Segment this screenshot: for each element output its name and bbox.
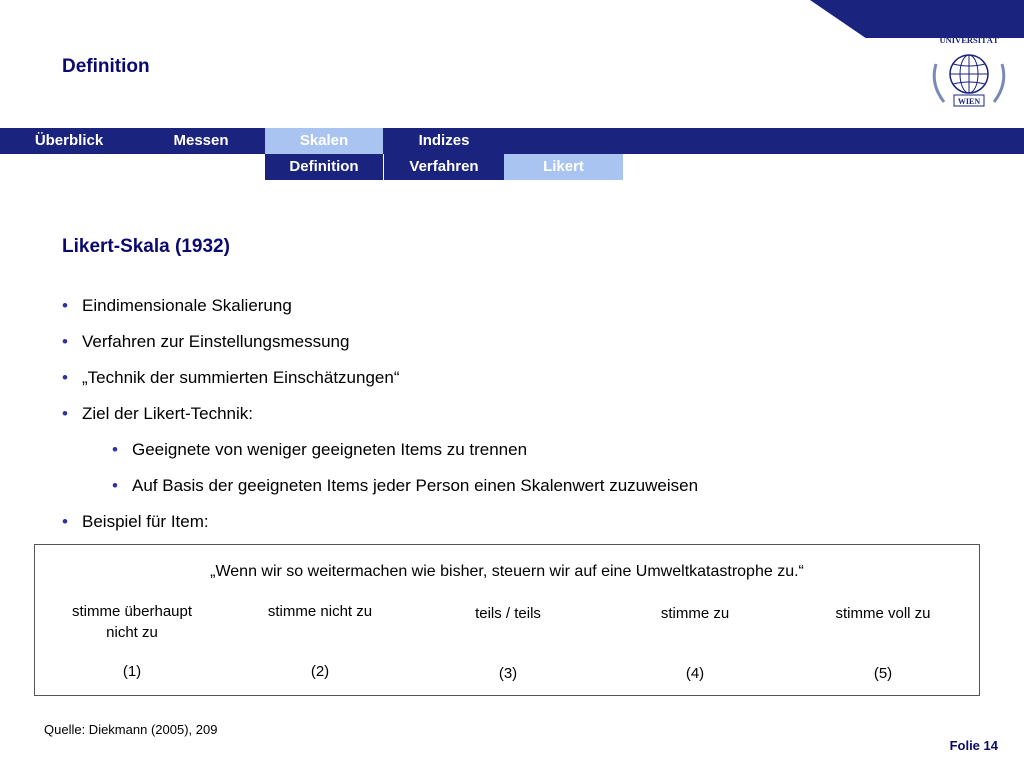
list-item-text: Auf Basis der geeigneten Items jeder Person einen Skalenwert zuzuweisen xyxy=(132,476,699,495)
example-quote: „Wenn wir so weitermachen wie bisher, steuern wir auf eine Umweltkatastrophe zu.“ xyxy=(210,563,804,580)
university-seal-logo xyxy=(924,22,1014,118)
example-item-box xyxy=(34,544,980,696)
content-heading: Likert-Skala (1932) xyxy=(62,236,230,257)
bullet-icon: • xyxy=(62,332,68,351)
bullet-icon: • xyxy=(62,512,68,531)
list-item-text: Verfahren zur Einstellungsmessung xyxy=(82,332,350,351)
list-item xyxy=(62,328,698,364)
page-title: Definition xyxy=(62,56,150,77)
list-item-text: Eindimensionale Skalierung xyxy=(82,296,292,315)
tab-indizes[interactable]: Indizes xyxy=(418,132,470,149)
scale-value-2: (2) xyxy=(310,663,330,680)
bullet-list xyxy=(62,292,698,544)
bullet-icon: • xyxy=(112,440,118,459)
list-item-text: Ziel der Likert-Technik: xyxy=(82,404,254,423)
sub-list-item xyxy=(112,436,698,472)
scale-value-5: (5) xyxy=(873,665,893,682)
tab-messen[interactable]: Messen xyxy=(173,132,229,149)
subtab-verfahren[interactable]: Verfahren xyxy=(384,154,504,180)
svg-text:WIEN: WIEN xyxy=(957,97,981,106)
list-item xyxy=(62,292,698,328)
bullet-icon: • xyxy=(62,404,68,423)
svg-text:UNIVERSITÄT: UNIVERSITÄT xyxy=(939,35,999,45)
scale-label-3: teils / teils xyxy=(475,605,541,622)
svg-text:WIRTSCHAFTS: WIRTSCHAFTS xyxy=(937,25,1001,35)
subtab-likert[interactable]: Likert xyxy=(504,154,623,180)
list-item-text: Beispiel für Item: xyxy=(82,512,209,531)
scale-label-4: stimme zu xyxy=(660,605,730,622)
bullet-icon: • xyxy=(62,368,68,387)
scale-label-5: stimme voll zu xyxy=(835,605,931,622)
sub-list-item xyxy=(112,472,698,508)
scale-value-4: (4) xyxy=(685,665,705,682)
subtab-definition[interactable]: Definition xyxy=(265,154,383,180)
list-item xyxy=(62,508,698,544)
bullet-icon: • xyxy=(62,296,68,315)
slide-number: Folie 14 xyxy=(949,738,998,753)
scale-label-1: stimme überhaupt nicht zu xyxy=(71,603,193,641)
scale-value-1: (1) xyxy=(122,663,142,680)
scale-value-3: (3) xyxy=(498,665,518,682)
list-item-text: „Technik der summierten Einschätzungen“ xyxy=(82,368,400,387)
list-item-text: Geeignete von weniger geeigneten Items zu trennen xyxy=(132,440,528,459)
list-item xyxy=(62,364,698,400)
scale-label-2: stimme nicht zu xyxy=(267,603,373,620)
bullet-icon: • xyxy=(112,476,118,495)
source-citation: Quelle: Diekmann (2005), 209 xyxy=(44,722,218,737)
tab-skalen[interactable]: Skalen xyxy=(265,128,383,154)
tab-ueberblick[interactable]: Überblick xyxy=(34,132,104,149)
list-item xyxy=(62,400,698,436)
